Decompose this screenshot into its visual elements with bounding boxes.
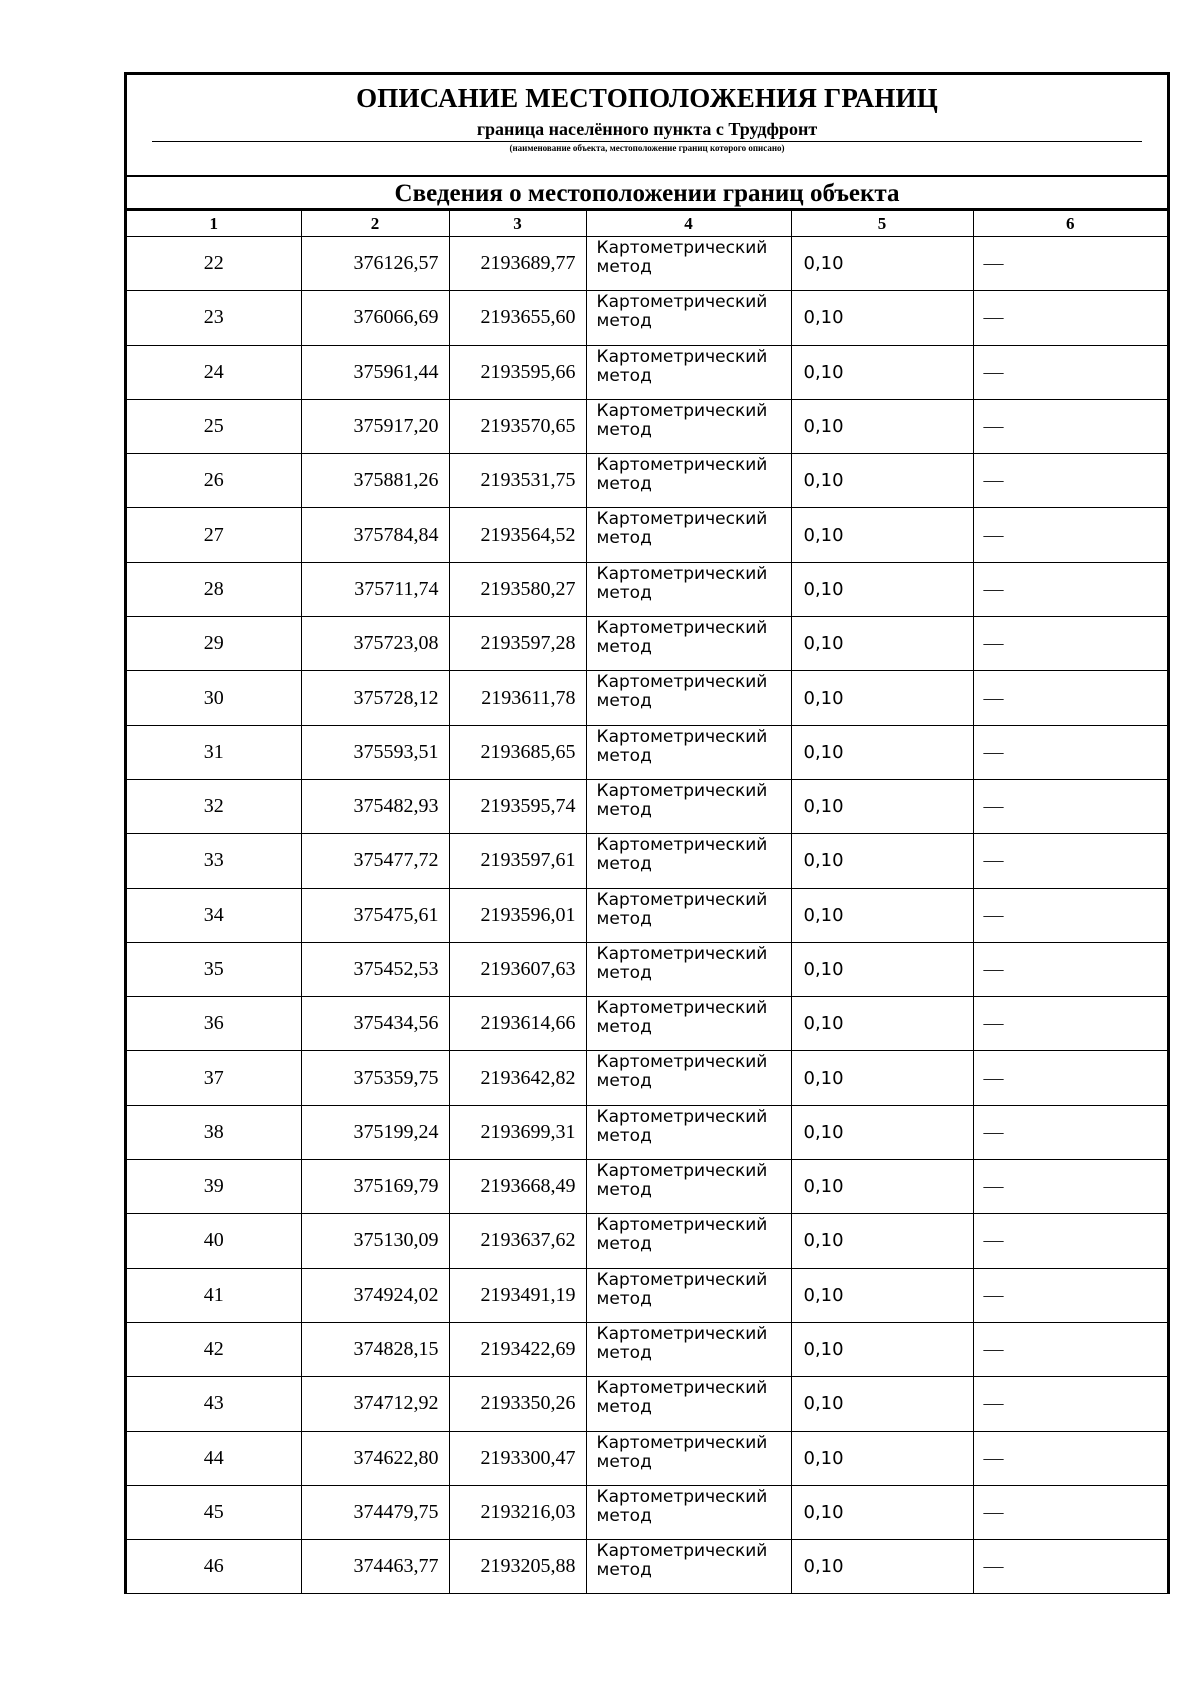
point-number: 39 [127, 1160, 301, 1214]
coordinate-x: 375477,72 [301, 834, 449, 888]
note: — [973, 291, 1167, 345]
column-header: 3 [449, 211, 586, 237]
coordinate-x: 375961,44 [301, 345, 449, 399]
table-row [127, 454, 1167, 508]
table-row [127, 1322, 1167, 1376]
document-title: ОПИСАНИЕ МЕСТОПОЛОЖЕНИЯ ГРАНИЦ [356, 83, 938, 113]
method-cell [586, 1540, 791, 1594]
point-number: 35 [127, 942, 301, 996]
note: — [973, 1214, 1167, 1268]
method-line-2: метод [596, 637, 652, 658]
table-row [127, 671, 1167, 725]
note: — [973, 888, 1167, 942]
method-cell [586, 671, 791, 725]
method-line-1: Картометрический [596, 1052, 768, 1073]
method-line-2: метод [596, 854, 652, 875]
table-row [127, 1105, 1167, 1159]
note: — [973, 345, 1167, 399]
coordinate-y: 2193597,61 [449, 834, 586, 888]
table-row [127, 291, 1167, 345]
method-cell [586, 399, 791, 453]
coordinate-x: 374828,15 [301, 1322, 449, 1376]
method-cell [586, 888, 791, 942]
accuracy: 0,10 [791, 1160, 973, 1214]
method-cell [586, 454, 791, 508]
method-cell [586, 508, 791, 562]
coordinate-y: 2193642,82 [449, 1051, 586, 1105]
point-number: 26 [127, 454, 301, 508]
coordinate-y: 2193596,01 [449, 888, 586, 942]
method-cell [586, 1485, 791, 1539]
note: — [973, 834, 1167, 888]
table-row [127, 617, 1167, 671]
coordinate-x: 375593,51 [301, 725, 449, 779]
method-line-1: Картометрический [596, 672, 768, 693]
method-line-2: метод [596, 799, 652, 820]
coordinate-y: 2193422,69 [449, 1322, 586, 1376]
method-line-2: метод [596, 1234, 652, 1255]
point-number: 38 [127, 1105, 301, 1159]
accuracy: 0,10 [791, 942, 973, 996]
accuracy: 0,10 [791, 1540, 973, 1594]
coordinate-x: 375359,75 [301, 1051, 449, 1105]
point-number: 30 [127, 671, 301, 725]
point-number: 28 [127, 562, 301, 616]
note: — [973, 942, 1167, 996]
method-line-2: метод [596, 962, 652, 983]
coordinate-x: 375723,08 [301, 617, 449, 671]
accuracy: 0,10 [791, 1485, 973, 1539]
coordinate-y: 2193614,66 [449, 997, 586, 1051]
method-line-1: Картометрический [596, 1106, 768, 1127]
method-line-1: Картометрический [596, 1486, 768, 1507]
coordinate-y: 2193564,52 [449, 508, 586, 562]
table-row [127, 562, 1167, 616]
method-cell [586, 725, 791, 779]
coordinate-y: 2193580,27 [449, 562, 586, 616]
point-number: 41 [127, 1268, 301, 1322]
subtitle-underline [152, 141, 1142, 142]
note: — [973, 1377, 1167, 1431]
method-cell [586, 942, 791, 996]
method-cell [586, 834, 791, 888]
method-cell [586, 1377, 791, 1431]
note: — [973, 237, 1167, 291]
method-line-2: метод [596, 745, 652, 766]
note: — [973, 779, 1167, 833]
section-title: Сведения о местоположении границ объекта [127, 177, 1167, 211]
table-row [127, 1431, 1167, 1485]
document-subtitle: граница населённого пункта с Трудфронт [476, 119, 818, 139]
method-cell [586, 237, 791, 291]
table-row [127, 1377, 1167, 1431]
point-number: 33 [127, 834, 301, 888]
method-line-2: метод [596, 1342, 652, 1363]
note: — [973, 508, 1167, 562]
coordinate-y: 2193595,66 [449, 345, 586, 399]
method-line-2: метод [596, 311, 652, 332]
method-line-1: Картометрический [596, 889, 768, 910]
method-line-2: метод [596, 1451, 652, 1472]
coordinate-x: 375917,20 [301, 399, 449, 453]
method-line-2: метод [596, 1288, 652, 1309]
coordinate-y: 2193611,78 [449, 671, 586, 725]
method-line-1: Картометрический [596, 1161, 768, 1182]
table-row [127, 1540, 1167, 1594]
column-header: 1 [127, 211, 301, 237]
table-row [127, 345, 1167, 399]
coordinate-x: 375199,24 [301, 1105, 449, 1159]
table-row [127, 779, 1167, 833]
accuracy: 0,10 [791, 508, 973, 562]
method-cell [586, 345, 791, 399]
method-line-1: Картометрический [596, 563, 768, 584]
method-line-1: Картометрический [596, 1541, 768, 1562]
column-header: 6 [973, 211, 1167, 237]
method-cell [586, 1268, 791, 1322]
method-line-1: Картометрический [596, 400, 768, 421]
point-number: 31 [127, 725, 301, 779]
point-number: 29 [127, 617, 301, 671]
accuracy: 0,10 [791, 671, 973, 725]
note: — [973, 1540, 1167, 1594]
header-row [127, 211, 1167, 237]
accuracy: 0,10 [791, 997, 973, 1051]
method-cell [586, 562, 791, 616]
table-row [127, 942, 1167, 996]
method-line-2: метод [596, 365, 652, 386]
note: — [973, 1160, 1167, 1214]
point-number: 44 [127, 1431, 301, 1485]
note: — [973, 454, 1167, 508]
coordinate-x: 375475,61 [301, 888, 449, 942]
coordinate-x: 374479,75 [301, 1485, 449, 1539]
note: — [973, 671, 1167, 725]
note: — [973, 562, 1167, 616]
point-number: 46 [127, 1540, 301, 1594]
accuracy: 0,10 [791, 1051, 973, 1105]
coordinate-x: 375482,93 [301, 779, 449, 833]
coordinate-y: 2193491,19 [449, 1268, 586, 1322]
method-line-2: метод [596, 908, 652, 929]
point-number: 37 [127, 1051, 301, 1105]
table-row [127, 508, 1167, 562]
point-number: 45 [127, 1485, 301, 1539]
accuracy: 0,10 [791, 399, 973, 453]
column-header: 2 [301, 211, 449, 237]
accuracy: 0,10 [791, 345, 973, 399]
coordinate-x: 375130,09 [301, 1214, 449, 1268]
coordinate-y: 2193570,65 [449, 399, 586, 453]
method-cell [586, 1105, 791, 1159]
method-cell [586, 1214, 791, 1268]
coordinate-y: 2193655,60 [449, 291, 586, 345]
coordinate-y: 2193637,62 [449, 1214, 586, 1268]
accuracy: 0,10 [791, 834, 973, 888]
point-number: 36 [127, 997, 301, 1051]
coordinate-x: 375434,56 [301, 997, 449, 1051]
method-line-1: Картометрический [596, 1378, 768, 1399]
note: — [973, 1105, 1167, 1159]
note: — [973, 1485, 1167, 1539]
point-number: 34 [127, 888, 301, 942]
table-row [127, 399, 1167, 453]
table-header [127, 211, 1167, 237]
document-sheet [124, 72, 1170, 1594]
accuracy: 0,10 [791, 1322, 973, 1376]
coordinate-x: 376066,69 [301, 291, 449, 345]
coordinate-y: 2193689,77 [449, 237, 586, 291]
method-cell [586, 617, 791, 671]
point-number: 42 [127, 1322, 301, 1376]
point-number: 27 [127, 508, 301, 562]
coordinate-x: 375452,53 [301, 942, 449, 996]
method-line-2: метод [596, 1397, 652, 1418]
note: — [973, 997, 1167, 1051]
note: — [973, 1268, 1167, 1322]
coordinate-x: 375881,26 [301, 454, 449, 508]
accuracy: 0,10 [791, 1431, 973, 1485]
point-number: 40 [127, 1214, 301, 1268]
method-line-2: метод [596, 1505, 652, 1526]
accuracy: 0,10 [791, 1268, 973, 1322]
coordinate-x: 375728,12 [301, 671, 449, 725]
method-line-2: метод [596, 528, 652, 549]
table-row [127, 888, 1167, 942]
method-line-1: Картометрический [596, 943, 768, 964]
table-row [127, 997, 1167, 1051]
table-row [127, 1051, 1167, 1105]
coordinate-y: 2193300,47 [449, 1431, 586, 1485]
accuracy: 0,10 [791, 1214, 973, 1268]
method-line-1: Картометрический [596, 1432, 768, 1453]
method-line-1: Картометрический [596, 238, 768, 258]
coordinate-x: 374622,80 [301, 1431, 449, 1485]
point-number: 25 [127, 399, 301, 453]
table-row [127, 237, 1167, 291]
coordinate-x: 375711,74 [301, 562, 449, 616]
method-line-2: метод [596, 1071, 652, 1092]
note: — [973, 1051, 1167, 1105]
coordinate-y: 2193699,31 [449, 1105, 586, 1159]
note: — [973, 1322, 1167, 1376]
table-row [127, 1268, 1167, 1322]
method-line-2: метод [596, 691, 652, 712]
accuracy: 0,10 [791, 888, 973, 942]
coordinate-y: 2193350,26 [449, 1377, 586, 1431]
table-row [127, 725, 1167, 779]
table-row [127, 834, 1167, 888]
subtitle-caption: (наименование объекта, местоположение границ которого описано) [509, 143, 785, 153]
note: — [973, 725, 1167, 779]
method-line-1: Картометрический [596, 1323, 768, 1344]
table-body [127, 237, 1167, 1594]
accuracy: 0,10 [791, 1105, 973, 1159]
coordinate-y: 2193595,74 [449, 779, 586, 833]
method-cell [586, 997, 791, 1051]
method-line-1: Картометрический [596, 780, 768, 801]
coordinate-y: 2193685,65 [449, 725, 586, 779]
method-line-2: метод [596, 419, 652, 440]
accuracy: 0,10 [791, 237, 973, 291]
method-line-2: метод [596, 1180, 652, 1201]
coordinate-y: 2193216,03 [449, 1485, 586, 1539]
note: — [973, 617, 1167, 671]
coordinate-x: 375169,79 [301, 1160, 449, 1214]
method-cell [586, 291, 791, 345]
method-line-1: Картометрический [596, 618, 768, 639]
point-number: 43 [127, 1377, 301, 1431]
accuracy: 0,10 [791, 1377, 973, 1431]
method-cell [586, 1322, 791, 1376]
method-line-1: Картометрический [596, 726, 768, 747]
coordinate-y: 2193607,63 [449, 942, 586, 996]
point-number: 24 [127, 345, 301, 399]
method-line-1: Картометрический [596, 509, 768, 530]
method-line-2: метод [596, 1125, 652, 1146]
method-cell [586, 779, 791, 833]
note: — [973, 1431, 1167, 1485]
coordinate-x: 374463,77 [301, 1540, 449, 1594]
accuracy: 0,10 [791, 725, 973, 779]
coordinate-y: 2193597,28 [449, 617, 586, 671]
method-line-1: Картометрический [596, 1215, 768, 1236]
method-cell [586, 1431, 791, 1485]
note: — [973, 399, 1167, 453]
method-line-2: метод [596, 474, 652, 495]
accuracy: 0,10 [791, 562, 973, 616]
column-header: 4 [586, 211, 791, 237]
method-cell [586, 1051, 791, 1105]
point-number: 22 [127, 237, 301, 291]
coordinate-x: 374712,92 [301, 1377, 449, 1431]
method-line-1: Картометрический [596, 346, 768, 367]
document-header [127, 75, 1167, 177]
table-row [127, 1485, 1167, 1539]
method-cell [586, 1160, 791, 1214]
table-row [127, 1214, 1167, 1268]
method-line-2: метод [596, 257, 652, 277]
column-header: 5 [791, 211, 973, 237]
coordinate-y: 2193205,88 [449, 1540, 586, 1594]
method-line-2: метод [596, 1017, 652, 1038]
coordinate-x: 375784,84 [301, 508, 449, 562]
coordinate-x: 374924,02 [301, 1268, 449, 1322]
point-number: 23 [127, 291, 301, 345]
coordinate-x: 376126,57 [301, 237, 449, 291]
method-line-1: Картометрический [596, 292, 768, 313]
method-line-1: Картометрический [596, 1269, 768, 1290]
accuracy: 0,10 [791, 779, 973, 833]
accuracy: 0,10 [791, 617, 973, 671]
method-line-2: метод [596, 1560, 652, 1581]
coordinates-table [127, 211, 1167, 1594]
method-line-1: Картометрический [596, 835, 768, 856]
method-line-2: метод [596, 582, 652, 603]
method-line-1: Картометрический [596, 998, 768, 1019]
table-row [127, 1160, 1167, 1214]
coordinate-y: 2193531,75 [449, 454, 586, 508]
accuracy: 0,10 [791, 291, 973, 345]
accuracy: 0,10 [791, 454, 973, 508]
coordinate-y: 2193668,49 [449, 1160, 586, 1214]
method-line-1: Картометрический [596, 455, 768, 476]
point-number: 32 [127, 779, 301, 833]
